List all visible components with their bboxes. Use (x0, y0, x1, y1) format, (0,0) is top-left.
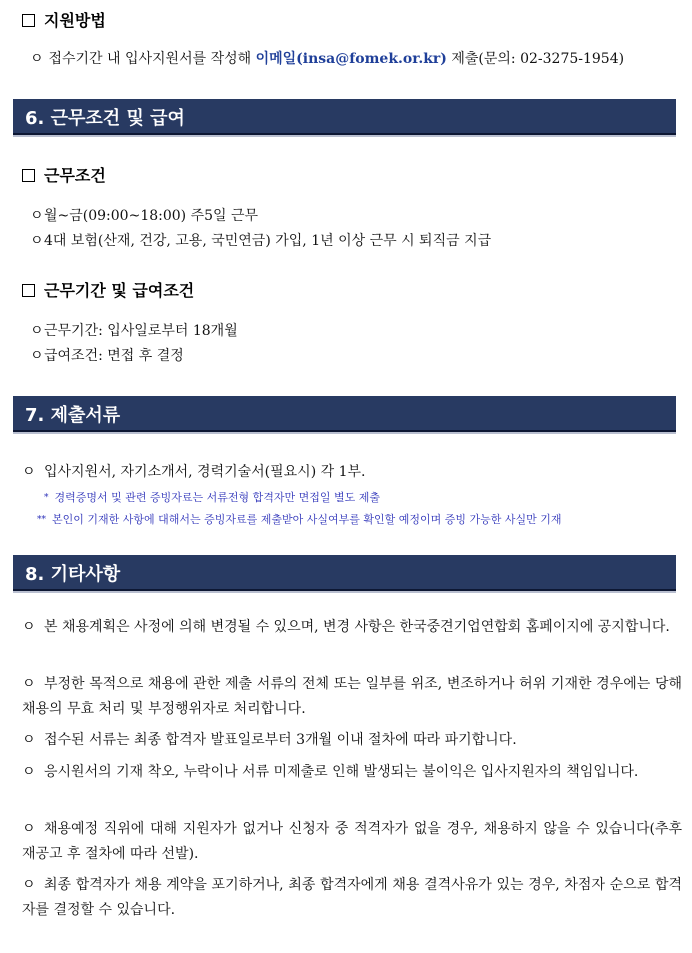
bullet-icon: ㅇ (30, 208, 44, 224)
apply-method-title: 지원방법 (44, 11, 106, 30)
documents-item-text: 입사지원서, 자기소개서, 경력기술서(필요시) 각 1부. (44, 464, 366, 480)
conditions-item-text: 4대 보험(산재, 건강, 고용, 국민연금) 가입, 1년 이상 근무 시 퇴직금 지급 (44, 233, 492, 249)
notice-item (22, 728, 682, 753)
period-heading (22, 278, 194, 301)
bullet-icon: ㅇ (22, 732, 36, 748)
bullet-icon: ㅇ (22, 676, 36, 692)
notice-text: 본 채용계획은 사정에 의해 변경될 수 있으며, 변경 사항은 한국중견기업연합회 홈페이지에 공지합니다. (44, 619, 670, 635)
notice-text: 부정한 목적으로 채용에 관한 제출 서류의 전체 또는 일부를 위조, 변조하거나 허위 기재한 경우에는 당해 채용의 무효 처리 및 부정행위자로 처리합니다. (22, 676, 682, 717)
section8-title: 8. 기타사항 (25, 564, 121, 585)
bullet-icon: ㅇ (22, 764, 36, 780)
apply-method-heading (22, 8, 106, 31)
email-link[interactable]: 이메일(insa@fomek.or.kr) (255, 51, 447, 67)
bullet-icon: ㅇ (30, 51, 44, 67)
notice-text: 채용예정 직위에 대해 지원자가 없거나 신청자 중 적격자가 없을 경우, 채용하지 않을 수 있습니다(추후 재공고 후 절차에 따라 선발). (22, 821, 682, 862)
asterisk-mark: ** (37, 515, 46, 525)
conditions-title: 근무조건 (44, 166, 106, 185)
section7-header-bar (13, 396, 676, 432)
bullet-icon: ㅇ (30, 348, 44, 364)
checkbox-square-icon (22, 169, 35, 182)
notice-item (22, 760, 682, 785)
conditions-heading (22, 163, 106, 186)
bullet-icon: ㅇ (22, 821, 36, 837)
notice-text: 응시원서의 기재 착오, 누락이나 서류 미제출로 인해 발생되는 불이익은 입사지원자의 책임입니다. (44, 764, 639, 780)
period-item-text: 급여조건: 면접 후 결정 (44, 348, 184, 364)
section6-header-bar (13, 99, 676, 135)
notice-item (22, 873, 682, 923)
conditions-item (30, 205, 258, 225)
documents-item (22, 461, 365, 481)
period-item (30, 320, 238, 340)
checkbox-square-icon (22, 14, 35, 27)
apply-text-post: 제출(문의: 02-3275-1954) (446, 51, 625, 67)
notice-text: 최종 합격자가 채용 계약을 포기하거나, 최종 합격자에게 채용 결격사유가 있는 경우, 차점자 순으로 합격자를 결정할 수 있습니다. (22, 877, 682, 918)
bullet-icon: ㅇ (30, 233, 44, 249)
bullet-icon: ㅇ (30, 323, 44, 339)
documents-note (37, 511, 562, 527)
note-text: 경력증명서 및 관련 증빙자료는 서류전형 합격자만 면접일 별도 제출 (54, 491, 380, 504)
note-text: 본인이 기재한 사항에 대해서는 증빙자료를 제출받아 사실여부를 확인할 예정이며 증빙 가능한 사실만 기재 (52, 513, 562, 526)
bullet-icon: ㅇ (22, 464, 36, 480)
period-item (30, 345, 184, 365)
apply-method-line (30, 48, 624, 68)
checkbox-square-icon (22, 284, 35, 297)
notice-text: 접수된 서류는 최종 합격자 발표일로부터 3개월 이내 절차에 따라 파기합니다. (44, 732, 517, 748)
notice-item (22, 817, 682, 867)
documents-note (44, 489, 380, 505)
apply-text-pre: 접수기간 내 입사지원서를 작성해 (48, 51, 256, 67)
notice-item (22, 615, 682, 640)
conditions-item-text: 월~금(09:00~18:00) 주5일 근무 (44, 208, 259, 224)
conditions-item (30, 230, 491, 250)
section8-header-bar (13, 555, 676, 591)
period-item-text: 근무기간: 입사일로부터 18개월 (44, 323, 238, 339)
section7-title: 7. 제출서류 (25, 405, 121, 426)
bullet-icon: ㅇ (22, 619, 36, 635)
bullet-icon: ㅇ (22, 877, 36, 893)
period-title: 근무기간 및 급여조건 (44, 281, 195, 300)
section6-title: 6. 근무조건 및 급여 (25, 108, 185, 129)
notice-item (22, 672, 682, 722)
asterisk-mark: * (44, 493, 49, 503)
